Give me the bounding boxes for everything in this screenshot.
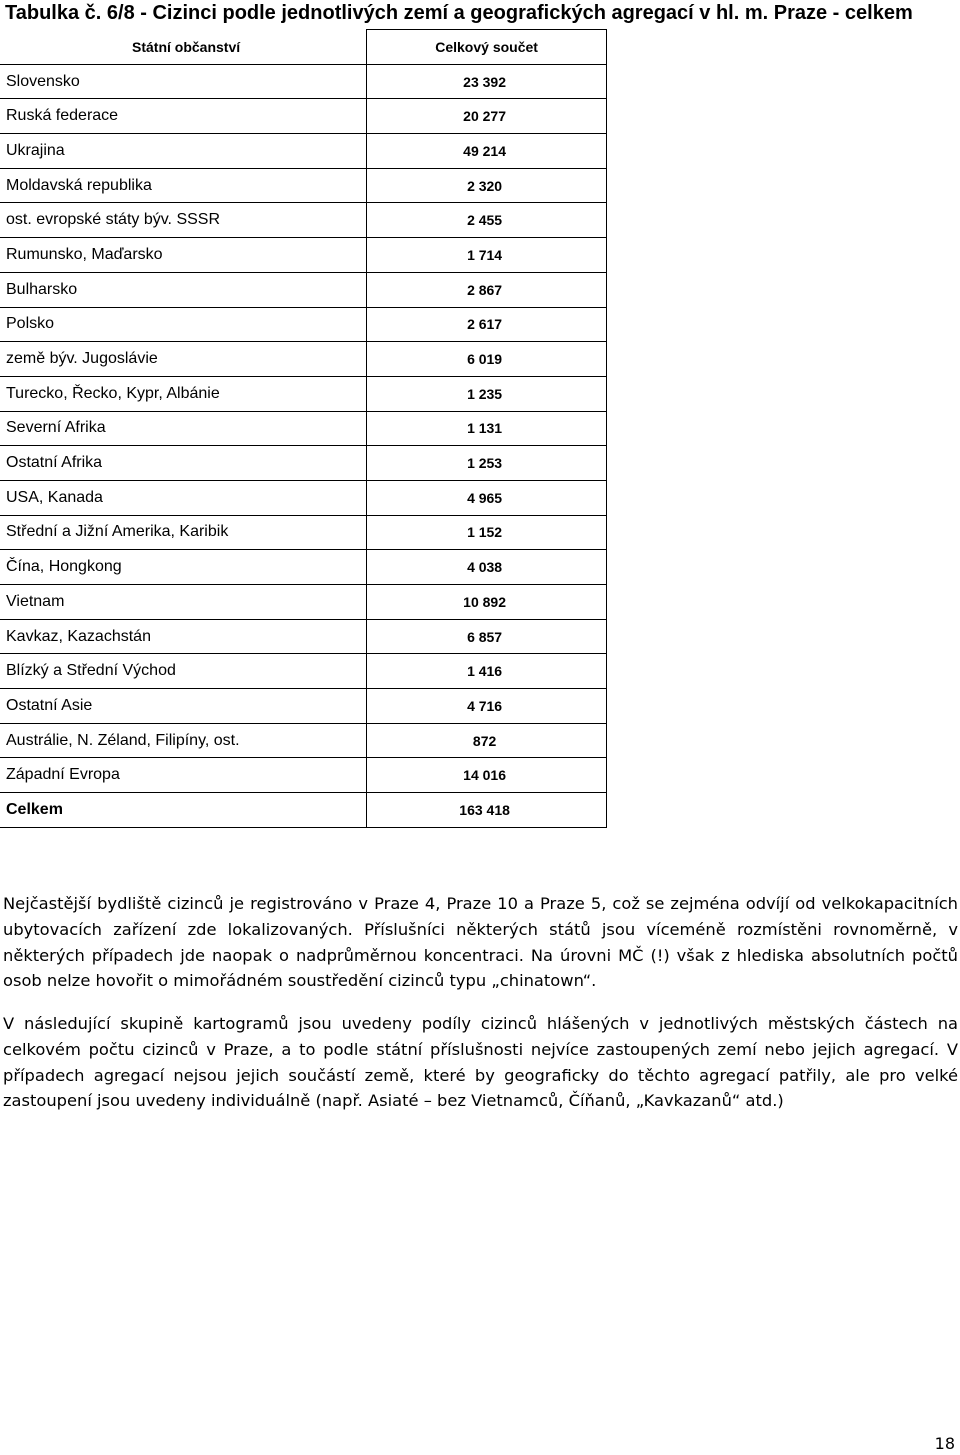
- row-citizenship: USA, Kanada: [0, 480, 367, 515]
- row-citizenship: Ostatní Afrika: [0, 446, 367, 481]
- table-row: [0, 272, 607, 307]
- row-citizenship: Polsko: [0, 307, 367, 342]
- row-total-value: 6 857: [467, 628, 503, 645]
- row-total-cell: [367, 307, 607, 342]
- row-total-value: 1 131: [467, 420, 503, 437]
- row-total-cell: [367, 376, 607, 411]
- total-label: Celkem: [0, 793, 367, 828]
- row-citizenship: Ostatní Asie: [0, 689, 367, 724]
- row-citizenship: Kavkaz, Kazachstán: [0, 619, 367, 654]
- row-citizenship: Severní Afrika: [0, 411, 367, 446]
- row-citizenship: ost. evropské státy býv. SSSR: [0, 203, 367, 238]
- row-total-value: 20 277: [463, 108, 506, 125]
- table-row: [0, 134, 607, 169]
- row-total-cell: [367, 168, 607, 203]
- row-total-value: 2 617: [467, 316, 503, 333]
- row-citizenship: Blízký a Střední Východ: [0, 654, 367, 689]
- row-total-value: 23 392: [463, 73, 506, 90]
- paragraph-1: Nejčastější bydliště cizinců je registrováno v Praze 4, Praze 10 a Praze 5, což se zejména odvíjí od velkokapacitních ubytovacích zařízení zde lokalizovaných. Příslušníci některých států jsou víceméně rozmístěni rovnoměrně, v některých případech jde naopak o nadprůměrnou koncentraci. Na úrovni MČ (!) však z hlediska absolutních počtů osob nelze hovořit o mimořádném soustředění cizinců typu „chinatown“.: [3, 894, 958, 991]
- row-total-cell: [367, 134, 607, 169]
- row-total-cell: [367, 689, 607, 724]
- row-total-value: 2 867: [467, 281, 503, 298]
- table-row: [0, 585, 607, 620]
- table-row: [0, 480, 607, 515]
- paragraph-2: V následující skupině kartogramů jsou uvedeny podíly cizinců hlášených v jednotlivých městských částech na celkovém počtu cizinců v Praze, a to podle státní příslušnosti nejvíce zastoupených zemí nebo jejich agregací. V případech agregací nejsou jejich součástí země, které by geograficky do těchto agregací patřily, ale pro velké zastoupení jsou uvedeny individuálně (např. Asiaté – bez Vietnamců, Číňanů, „Kavkazanů“ atd.): [3, 1014, 958, 1111]
- row-citizenship: Austrálie, N. Zéland, Filipíny, ost.: [0, 723, 367, 758]
- header-citizenship: Státní občanství: [0, 30, 367, 65]
- table-row: [0, 342, 607, 377]
- row-total-cell: [367, 272, 607, 307]
- row-total-value: 1 714: [467, 246, 503, 263]
- row-total-value: 49 214: [463, 142, 506, 159]
- table-row: [0, 550, 607, 585]
- row-total-value: 2 455: [467, 212, 503, 229]
- row-citizenship: země býv. Jugoslávie: [0, 342, 367, 377]
- row-total-value: 1 253: [467, 455, 503, 472]
- row-citizenship: Vietnam: [0, 585, 367, 620]
- row-total-cell: [367, 238, 607, 273]
- row-citizenship: Čína, Hongkong: [0, 550, 367, 585]
- table-row: [0, 758, 607, 793]
- table-row: [0, 619, 607, 654]
- row-citizenship: Ukrajina: [0, 134, 367, 169]
- table-body: [0, 64, 607, 827]
- row-total-value: 1 416: [467, 663, 503, 680]
- row-total-cell: [367, 480, 607, 515]
- table-row: [0, 723, 607, 758]
- row-citizenship: Turecko, Řecko, Kypr, Albánie: [0, 376, 367, 411]
- row-citizenship: Bulharsko: [0, 272, 367, 307]
- row-total-value: 872: [472, 732, 497, 749]
- row-citizenship: Rumunsko, Maďarsko: [0, 238, 367, 273]
- row-total-value: 1 235: [467, 385, 503, 402]
- row-total-cell: [367, 550, 607, 585]
- table-row: [0, 64, 607, 99]
- table-row: [0, 376, 607, 411]
- row-total-value: 2 320: [467, 177, 503, 194]
- row-total-value: 4 716: [467, 697, 503, 714]
- table-row: [0, 203, 607, 238]
- total-cell: [367, 793, 607, 828]
- row-citizenship: Slovensko: [0, 64, 367, 99]
- table-header-row: [0, 30, 607, 65]
- row-total-cell: [367, 654, 607, 689]
- row-total-cell: [367, 446, 607, 481]
- row-citizenship: Moldavská republika: [0, 168, 367, 203]
- table-row: [0, 307, 607, 342]
- row-citizenship: Střední a Jižní Amerika, Karibik: [0, 515, 367, 550]
- row-total-value: 1 152: [467, 524, 503, 541]
- foreigners-table: [0, 29, 607, 828]
- table-row: [0, 168, 607, 203]
- table-total-row: [0, 793, 607, 828]
- row-citizenship: Ruská federace: [0, 99, 367, 134]
- table-row: [0, 689, 607, 724]
- row-total-value: 4 965: [467, 489, 503, 506]
- table-row: [0, 654, 607, 689]
- row-total-cell: [367, 723, 607, 758]
- table-row: [0, 411, 607, 446]
- page-number: 18: [934, 1434, 955, 1453]
- table-title: Tabulka č. 6/8 - Cizinci podle jednotlivých zemí a geografických agregací v hl. m. Praze - celkem: [5, 2, 913, 24]
- row-total-value: 10 892: [463, 593, 506, 610]
- table-row: [0, 238, 607, 273]
- total-value: 163 418: [459, 801, 510, 818]
- row-total-cell: [367, 99, 607, 134]
- table-row: [0, 99, 607, 134]
- row-total-cell: [367, 619, 607, 654]
- row-citizenship: Západní Evropa: [0, 758, 367, 793]
- row-total-value: 4 038: [467, 559, 503, 576]
- table-row: [0, 515, 607, 550]
- row-total-cell: [367, 585, 607, 620]
- header-total: Celkový součet: [367, 30, 607, 65]
- row-total-cell: [367, 758, 607, 793]
- row-total-cell: [367, 203, 607, 238]
- row-total-value: 6 019: [467, 351, 503, 368]
- row-total-cell: [367, 342, 607, 377]
- table-row: [0, 446, 607, 481]
- row-total-value: 14 016: [463, 767, 506, 784]
- row-total-cell: [367, 411, 607, 446]
- row-total-cell: [367, 515, 607, 550]
- row-total-cell: [367, 64, 607, 99]
